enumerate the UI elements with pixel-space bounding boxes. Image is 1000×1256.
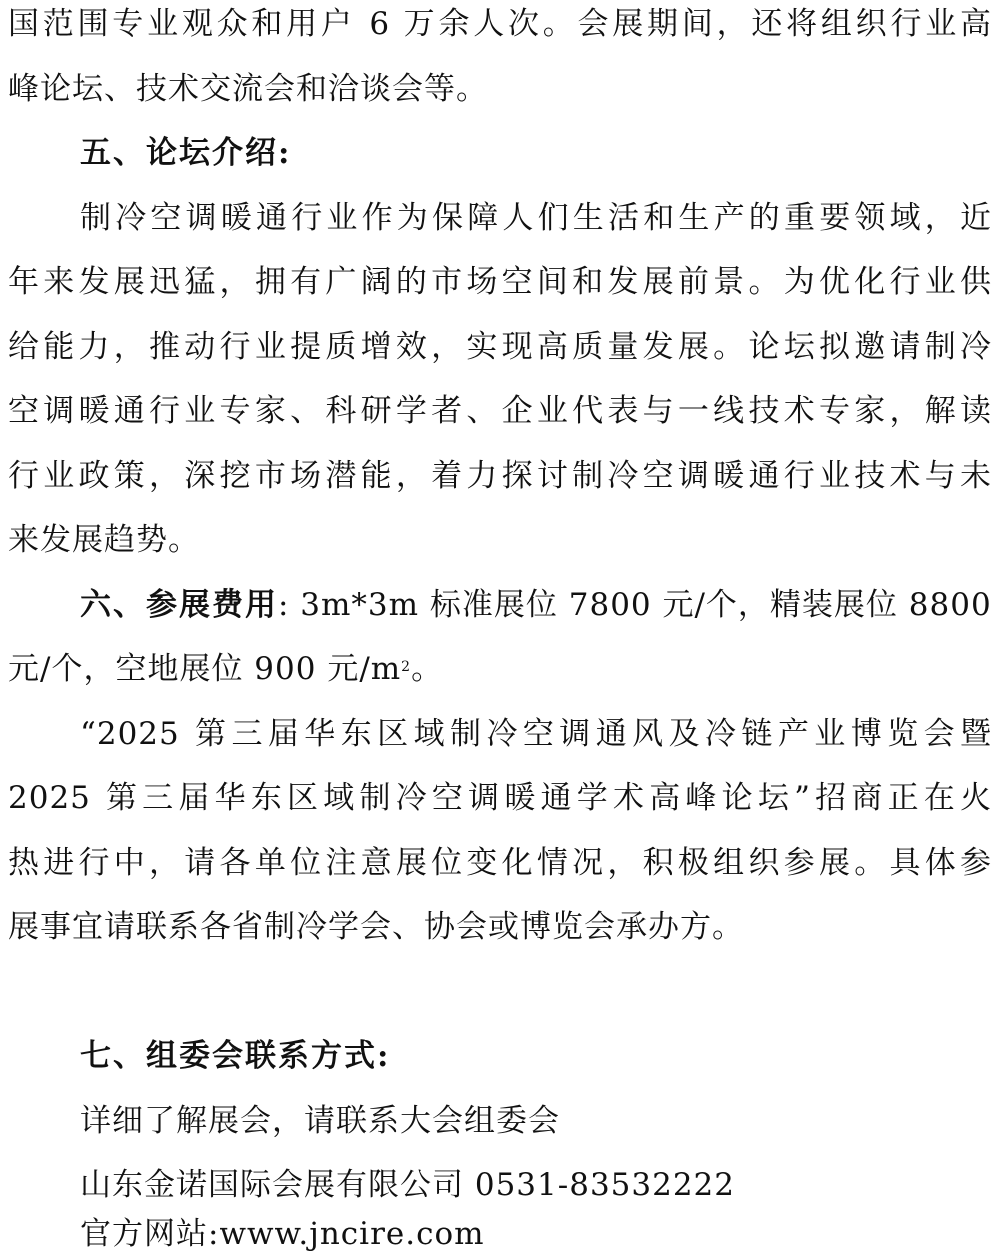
body-line: 制冷空调暖通行业作为保障人们生活和生产的重要领域，近 xyxy=(80,200,992,236)
square-superscript: 2 xyxy=(401,659,412,675)
section-7-heading: 七、组委会联系方式: xyxy=(80,1038,391,1074)
body-line: 行业政策，深挖市场潜能，着力探讨制冷空调暖通行业技术与未 xyxy=(8,458,992,494)
body-line: 空调暖通行业专家、科研学者、企业代表与一线技术专家，解读 xyxy=(8,393,992,429)
section-6-line-2 xyxy=(8,647,992,691)
body-line: 给能力，推动行业提质增效，实现高质量发展。论坛拟邀请制冷 xyxy=(8,329,992,365)
promo-line: 2025 第三届华东区域制冷空调暖通学术高峰论坛”招商正在火 xyxy=(8,780,992,816)
official-website: 官方网站:www.jncire.com xyxy=(80,1216,485,1252)
promo-line: 热进行中，请各单位注意展位变化情况，积极组织参展。具体参 xyxy=(8,845,992,881)
contact-company-phone: 山东金诺国际会展有限公司 0531-83532222 xyxy=(80,1167,736,1203)
body-line: 来发展趋势。 xyxy=(8,522,200,558)
fee-period: 。 xyxy=(411,651,444,687)
body-line: 国范围专业观众和用户 6 万余人次。会展期间，还将组织行业高 xyxy=(8,6,992,42)
section-5-heading: 五、论坛介绍: xyxy=(80,135,292,171)
promo-line: 展事宜请联系各省制冷学会、协会或博览会承办方。 xyxy=(8,909,744,945)
fee-details: : 3m*3m 标准展位 7800 元/个，精装展位 8800 xyxy=(278,587,992,623)
contact-intro: 详细了解展会，请联系大会组委会 xyxy=(80,1103,560,1139)
section-6-line-1 xyxy=(80,583,992,627)
section-6-heading: 六、参展费用 xyxy=(80,587,278,623)
fee-details-cont: 元/个，空地展位 900 元/m xyxy=(8,651,402,687)
promo-line: “2025 第三届华东区域制冷空调通风及冷链产业博览会暨 xyxy=(80,716,992,752)
body-line: 年来发展迅猛，拥有广阔的市场空间和发展前景。为优化行业供 xyxy=(8,264,992,300)
body-line: 峰论坛、技术交流会和洽谈会等。 xyxy=(8,71,488,107)
